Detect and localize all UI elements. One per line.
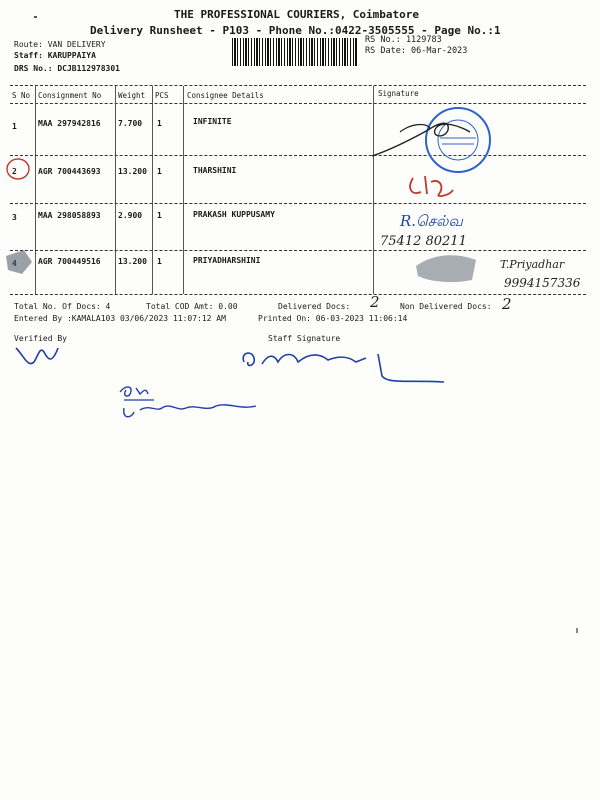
table-bottom-rule xyxy=(10,294,586,295)
row-sno: 1 xyxy=(12,122,17,131)
printed-on: Printed On: 06-03-2023 11:06:14 xyxy=(258,314,408,323)
row-consignment: AGR 700443693 xyxy=(38,167,101,176)
row-consignee: INFINITE xyxy=(193,117,232,126)
handwritten-name-row4: T.Priyadhar xyxy=(500,258,565,271)
handwritten-name-row3: R.செல்வ xyxy=(400,212,463,230)
row-consignee: PRIYADHARSHINI xyxy=(193,256,261,265)
non-delivered-count: 2 xyxy=(502,295,512,313)
row-consignment: AGR 700449516 xyxy=(38,257,101,266)
row-consignment: MAA 297942816 xyxy=(38,119,101,128)
company-title: THE PROFESSIONAL COURIERS, Coimbatore xyxy=(174,8,420,21)
col-separator xyxy=(115,86,116,294)
row-weight: 7.700 xyxy=(118,119,143,128)
entered-by: Entered By :KAMALA103 03/06/2023 11:07:12 AM xyxy=(14,314,226,323)
staff-signature-label: Staff Signature xyxy=(268,334,341,343)
row-weight: 13.200 xyxy=(118,167,147,176)
row-sno: 2 xyxy=(12,167,17,176)
delivered-count: 2 xyxy=(370,293,380,311)
col-header-signature: Signature xyxy=(378,89,419,98)
rs-date: RS Date: 06-Mar-2023 xyxy=(365,46,468,56)
rs-number: RS No.: 1129783 xyxy=(365,35,442,45)
row-weight: 13.200 xyxy=(118,257,147,266)
row-pcs: 1 xyxy=(157,211,162,220)
row-rule xyxy=(10,155,586,156)
verified-by-label: Verified By xyxy=(14,334,67,343)
col-header-sno: S No xyxy=(12,91,31,100)
col-header-pcs: PCS xyxy=(155,91,169,100)
row-rule xyxy=(10,250,586,251)
signature-row2 xyxy=(405,168,465,200)
col-separator xyxy=(152,86,153,294)
col-header-consignment: Consignment No xyxy=(38,91,102,100)
runsheet-title: Delivery Runsheet - P103 - Phone No.:0422-3505555 - Page No.:1 xyxy=(90,24,501,37)
handwritten-phone-row4: 9994157336 xyxy=(504,276,581,290)
row-consignment: MAA 298058893 xyxy=(38,211,101,220)
row-weight: 2.900 xyxy=(118,211,143,220)
drs-number: DRS No.: DCJB112978301 xyxy=(14,64,120,73)
col-header-weight: Weight xyxy=(118,91,146,100)
row-rule xyxy=(10,203,586,204)
delivered-docs-label: Delivered Docs: xyxy=(278,302,351,311)
ink-scribble xyxy=(2,248,36,278)
handwritten-phone-row3: 75412 80211 xyxy=(380,234,467,249)
col-separator xyxy=(183,86,184,294)
page-speck xyxy=(34,16,37,18)
row-consignee: THARSHINI xyxy=(193,166,237,175)
col-header-consignee: Consignee Details xyxy=(187,91,264,100)
page-speck xyxy=(576,628,578,633)
red-circle-mark xyxy=(4,156,36,182)
row-pcs: 1 xyxy=(157,257,162,266)
route-label: Route: VAN DELIVERY xyxy=(14,40,106,49)
staff-label: Staff: KARUPPAIYA xyxy=(14,51,96,60)
total-cod: Total COD Amt: 0.00 xyxy=(146,302,238,311)
ink-smudge xyxy=(412,250,482,286)
non-delivered-docs-label: Non Delivered Docs: xyxy=(400,302,492,311)
table-header-rule xyxy=(10,103,586,104)
verified-signature xyxy=(14,342,64,372)
additional-signature xyxy=(110,378,270,428)
total-docs: Total No. Of Docs: 4 xyxy=(14,302,111,311)
signature-row1 xyxy=(370,112,480,162)
row-consignee: PRAKASH KUPPUSAMY xyxy=(193,210,275,219)
row-sno: 3 xyxy=(12,213,17,222)
row-pcs: 1 xyxy=(157,167,162,176)
barcode xyxy=(232,38,358,66)
row-pcs: 1 xyxy=(157,119,162,128)
table-top-rule xyxy=(10,85,586,86)
